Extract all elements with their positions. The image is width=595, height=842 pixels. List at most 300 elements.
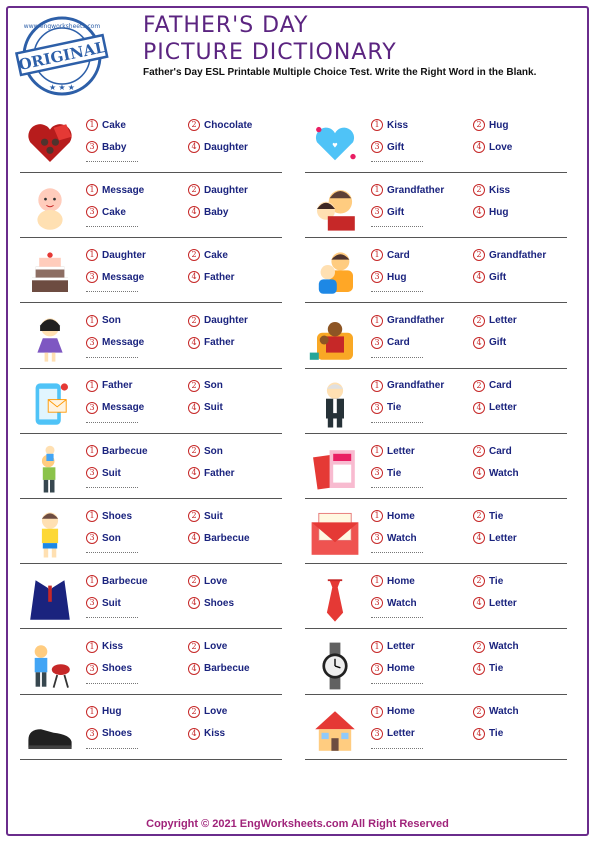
option-number: 1: [86, 575, 98, 587]
option-number: 3: [86, 337, 98, 349]
option-label: Daughter: [204, 315, 248, 327]
father-son-shoulders-icon: [20, 443, 80, 497]
option-label: Watch: [489, 467, 519, 479]
option-label: Gift: [489, 337, 507, 349]
answer-option: [371, 184, 444, 196]
question-item: [305, 439, 567, 499]
answer-option: [473, 641, 519, 653]
answer-option: [371, 575, 415, 587]
option-label: Gift: [387, 141, 405, 153]
option-number: 4: [473, 141, 485, 153]
option-label: Daughter: [204, 184, 248, 196]
answer-blank[interactable]: [86, 748, 138, 749]
stamp-label: ORIGINAL: [16, 38, 108, 74]
option-number: 2: [188, 119, 200, 131]
option-label: Letter: [387, 728, 415, 740]
option-label: Barbecue: [102, 445, 148, 457]
option-number: 3: [86, 206, 98, 218]
option-label: Card: [387, 337, 410, 349]
answer-blank[interactable]: [371, 748, 423, 749]
question-item: [20, 309, 282, 369]
option-number: 3: [371, 467, 383, 479]
option-number: 4: [188, 467, 200, 479]
option-number: 1: [371, 445, 383, 457]
answer-blank[interactable]: [86, 552, 138, 553]
option-number: 3: [86, 532, 98, 544]
option-number: 1: [371, 249, 383, 261]
answer-option: [86, 380, 133, 392]
answer-option: [371, 597, 417, 609]
option-number: 2: [188, 445, 200, 457]
question-item: [305, 504, 567, 564]
option-number: 1: [86, 380, 98, 392]
option-label: Suit: [204, 510, 223, 522]
answer-option: [371, 141, 404, 153]
answer-blank[interactable]: [86, 617, 138, 618]
option-number: 3: [86, 402, 98, 414]
option-number: 4: [473, 663, 485, 675]
option-label: Love: [204, 575, 228, 587]
answer-option: [86, 728, 132, 740]
answer-option: [473, 467, 519, 479]
option-number: 4: [188, 141, 200, 153]
answer-option: [473, 663, 503, 675]
question-item: [305, 113, 567, 173]
option-number: 1: [371, 119, 383, 131]
answer-option: [188, 249, 228, 261]
stamp-ring-text: www.engworksheets.com: [23, 23, 101, 30]
option-label: Letter: [489, 597, 517, 609]
tie-icon: [305, 573, 365, 627]
option-label: Gift: [387, 206, 405, 218]
option-label: Kiss: [204, 728, 226, 740]
option-number: 3: [371, 141, 383, 153]
option-number: 4: [188, 597, 200, 609]
option-label: Shoes: [102, 663, 133, 675]
baby-icon: [20, 182, 80, 236]
option-number: 2: [188, 641, 200, 653]
answer-option: [86, 315, 121, 327]
option-label: Home: [387, 510, 415, 522]
option-label: Watch: [387, 532, 417, 544]
answer-option: [473, 119, 508, 131]
option-label: Father: [204, 467, 235, 479]
answer-option: [86, 445, 148, 457]
option-label: Hug: [489, 206, 509, 218]
option-number: 2: [473, 445, 485, 457]
option-number: 3: [371, 206, 383, 218]
answer-option: [371, 706, 415, 718]
answer-option: [473, 249, 546, 261]
answer-blank[interactable]: [86, 357, 138, 358]
question-item: [20, 439, 282, 499]
question-item: [20, 700, 282, 760]
option-label: Watch: [489, 706, 519, 718]
answer-blank[interactable]: [86, 291, 138, 292]
option-number: 2: [473, 119, 485, 131]
option-number: 1: [86, 510, 98, 522]
answer-option: [473, 728, 503, 740]
option-label: Chocolate: [204, 119, 253, 131]
answer-option: [473, 337, 506, 349]
option-number: 3: [86, 141, 98, 153]
option-label: Suit: [204, 402, 223, 414]
option-number: 3: [371, 271, 383, 283]
option-label: Hug: [387, 271, 407, 283]
option-label: Cake: [102, 119, 126, 131]
answer-option: [371, 445, 415, 457]
option-number: 1: [86, 184, 98, 196]
answer-option: [188, 575, 227, 587]
answer-option: [473, 402, 517, 414]
option-number: 4: [473, 402, 485, 414]
option-number: 2: [473, 184, 485, 196]
option-number: 2: [188, 706, 200, 718]
option-label: Kiss: [387, 119, 409, 131]
answer-option: [188, 337, 235, 349]
answer-option: [86, 206, 126, 218]
answer-option: [86, 119, 126, 131]
answer-option: [188, 728, 225, 740]
answer-option: [371, 532, 417, 544]
option-number: 4: [188, 337, 200, 349]
option-number: 2: [188, 575, 200, 587]
option-number: 3: [86, 728, 98, 740]
question-item: [305, 243, 567, 303]
question-item: [20, 113, 282, 173]
answer-option: [473, 706, 519, 718]
father-kiss-icon: [305, 182, 365, 236]
option-number: 1: [371, 706, 383, 718]
answer-option: [473, 380, 512, 392]
option-label: Son: [204, 445, 223, 457]
question-item: [305, 309, 567, 369]
answer-option: [371, 641, 415, 653]
answer-blank[interactable]: [371, 357, 423, 358]
option-label: Tie: [387, 402, 402, 414]
answer-blank[interactable]: [371, 422, 423, 423]
option-number: 1: [86, 119, 98, 131]
answer-option: [188, 663, 250, 675]
answer-option: [188, 532, 250, 544]
question-item: [305, 700, 567, 760]
answer-blank[interactable]: [371, 487, 423, 488]
answer-blank[interactable]: [371, 617, 423, 618]
option-number: 2: [188, 249, 200, 261]
answer-option: [188, 445, 223, 457]
option-label: Daughter: [102, 249, 146, 261]
option-label: Barbecue: [204, 532, 250, 544]
answer-option: [473, 510, 503, 522]
answer-option: [86, 706, 121, 718]
answer-option: [473, 315, 517, 327]
option-number: 1: [371, 575, 383, 587]
option-label: Daughter: [204, 141, 248, 153]
answer-option: [86, 249, 146, 261]
option-number: 2: [188, 184, 200, 196]
fathers-day-heart-icon: [305, 117, 365, 171]
option-label: Letter: [489, 532, 517, 544]
option-number: 4: [473, 597, 485, 609]
option-number: 2: [473, 315, 485, 327]
question-item: [305, 569, 567, 629]
option-number: 4: [473, 467, 485, 479]
option-number: 3: [86, 663, 98, 675]
option-number: 1: [371, 510, 383, 522]
option-label: Love: [489, 141, 513, 153]
option-number: 3: [371, 728, 383, 740]
option-number: 3: [371, 337, 383, 349]
phone-message-icon: [20, 378, 80, 432]
option-label: Card: [489, 380, 512, 392]
question-item: [20, 178, 282, 238]
answer-blank[interactable]: [86, 487, 138, 488]
answer-option: [188, 271, 235, 283]
answer-option: [188, 141, 248, 153]
answer-option: [86, 337, 144, 349]
option-label: Message: [102, 402, 145, 414]
option-number: 4: [188, 663, 200, 675]
answer-option: [188, 706, 227, 718]
answer-option: [188, 467, 235, 479]
answer-option: [473, 184, 510, 196]
option-number: 2: [473, 249, 485, 261]
option-label: Tie: [489, 728, 504, 740]
answer-option: [473, 271, 506, 283]
answer-option: [86, 575, 148, 587]
answer-option: [188, 597, 234, 609]
option-label: Love: [204, 641, 228, 653]
option-label: Home: [387, 575, 415, 587]
option-label: Letter: [387, 445, 415, 457]
shoes-icon: [20, 704, 80, 758]
option-label: Kiss: [489, 184, 511, 196]
question-item: [305, 374, 567, 434]
answer-blank[interactable]: [86, 422, 138, 423]
option-number: 1: [86, 445, 98, 457]
option-label: Tie: [489, 510, 504, 522]
heart-chocolate-box-icon: [20, 117, 80, 171]
answer-option: [86, 532, 121, 544]
option-number: 4: [473, 728, 485, 740]
option-label: Home: [387, 706, 415, 718]
answer-blank[interactable]: [371, 161, 423, 162]
option-number: 3: [371, 597, 383, 609]
answer-option: [86, 641, 123, 653]
option-label: Love: [204, 706, 228, 718]
page-title-line1: FATHER'S DAY: [143, 13, 309, 38]
boy-icon: [20, 508, 80, 562]
envelope-letter-icon: [305, 508, 365, 562]
svg-text:★ ★ ★: ★ ★ ★: [49, 83, 75, 92]
option-label: Watch: [489, 641, 519, 653]
answer-option: [86, 663, 132, 675]
option-label: Tie: [387, 467, 402, 479]
option-label: Grandfather: [489, 249, 547, 261]
option-number: 4: [188, 728, 200, 740]
option-label: Son: [102, 532, 121, 544]
answer-option: [86, 184, 144, 196]
question-item: [20, 243, 282, 303]
option-label: Barbecue: [204, 663, 250, 675]
page-title-line2: PICTURE DICTIONARY: [143, 40, 397, 65]
answer-option: [371, 315, 444, 327]
option-label: Suit: [102, 597, 121, 609]
answer-option: [371, 337, 410, 349]
answer-option: [86, 141, 126, 153]
option-label: Kiss: [102, 641, 124, 653]
answer-blank[interactable]: [86, 683, 138, 684]
option-number: 1: [86, 641, 98, 653]
option-label: Message: [102, 337, 145, 349]
answer-option: [473, 575, 503, 587]
answer-option: [188, 510, 223, 522]
option-label: Tie: [489, 663, 504, 675]
option-number: 4: [473, 337, 485, 349]
option-number: 1: [371, 315, 383, 327]
answer-option: [86, 597, 121, 609]
option-label: Hug: [102, 706, 122, 718]
family-armchair-icon: [305, 313, 365, 367]
question-item: [305, 178, 567, 238]
answer-option: [371, 271, 406, 283]
answer-option: [188, 206, 228, 218]
option-label: Father: [102, 380, 133, 392]
option-number: 2: [473, 380, 485, 392]
answer-option: [371, 663, 415, 675]
option-label: Baby: [204, 206, 229, 218]
page-subtitle: Father's Day ESL Printable Multiple Choice Test. Write the Right Word in the Blank.: [143, 67, 537, 78]
answer-blank[interactable]: [371, 226, 423, 227]
option-number: 1: [86, 706, 98, 718]
answer-option: [86, 467, 121, 479]
option-number: 2: [188, 315, 200, 327]
option-label: Cake: [102, 206, 126, 218]
option-number: 1: [86, 315, 98, 327]
answer-option: [473, 141, 512, 153]
option-number: 3: [86, 467, 98, 479]
answer-option: [371, 510, 415, 522]
answer-option: [188, 184, 248, 196]
answer-blank[interactable]: [371, 683, 423, 684]
option-label: Baby: [102, 141, 127, 153]
option-number: 1: [371, 380, 383, 392]
option-number: 3: [86, 597, 98, 609]
answer-option: [473, 597, 517, 609]
option-label: Shoes: [102, 728, 133, 740]
option-label: Message: [102, 271, 145, 283]
option-number: 3: [371, 663, 383, 675]
option-label: Father: [204, 337, 235, 349]
option-number: 4: [473, 271, 485, 283]
option-number: 1: [371, 184, 383, 196]
option-label: Father: [204, 271, 235, 283]
option-label: Message: [102, 184, 145, 196]
answer-option: [371, 249, 410, 261]
cake-icon: [20, 247, 80, 301]
option-number: 3: [371, 402, 383, 414]
answer-blank[interactable]: [371, 552, 423, 553]
original-stamp: [12, 14, 112, 98]
option-number: 2: [473, 706, 485, 718]
option-number: 2: [473, 510, 485, 522]
option-label: Letter: [489, 402, 517, 414]
answer-option: [473, 532, 517, 544]
option-number: 1: [371, 641, 383, 653]
option-label: Card: [489, 445, 512, 457]
option-label: Letter: [387, 641, 415, 653]
question-item: [20, 569, 282, 629]
option-label: Suit: [102, 467, 121, 479]
option-label: Home: [387, 663, 415, 675]
answer-blank[interactable]: [86, 226, 138, 227]
answer-option: [371, 380, 444, 392]
answer-blank[interactable]: [86, 161, 138, 162]
answer-option: [188, 315, 248, 327]
answer-option: [371, 402, 401, 414]
answer-option: [371, 467, 401, 479]
question-item: [20, 374, 282, 434]
answer-option: [188, 119, 252, 131]
answer-blank[interactable]: [371, 291, 423, 292]
option-number: 3: [86, 271, 98, 283]
option-label: Cake: [204, 249, 228, 261]
option-number: 2: [188, 380, 200, 392]
greeting-card-icon: [305, 443, 365, 497]
answer-option: [188, 402, 223, 414]
option-number: 2: [473, 575, 485, 587]
answer-option: [86, 271, 144, 283]
answer-option: [371, 206, 404, 218]
option-label: Son: [102, 315, 121, 327]
option-number: 4: [188, 402, 200, 414]
option-label: Son: [204, 380, 223, 392]
girl-icon: [20, 313, 80, 367]
question-item: [20, 504, 282, 564]
option-number: 4: [473, 532, 485, 544]
option-number: 2: [473, 641, 485, 653]
option-number: 4: [473, 206, 485, 218]
answer-option: [86, 402, 144, 414]
hug-icon: [305, 247, 365, 301]
option-number: 4: [188, 271, 200, 283]
option-label: Watch: [387, 597, 417, 609]
copyright-footer: Copyright © 2021 EngWorksheets.com All Right Reserved: [146, 818, 449, 830]
grandfather-icon: [305, 378, 365, 432]
option-label: Card: [387, 249, 410, 261]
house-icon: [305, 704, 365, 758]
answer-option: [371, 119, 408, 131]
option-number: 4: [188, 532, 200, 544]
option-label: Barbecue: [102, 575, 148, 587]
option-label: Shoes: [102, 510, 133, 522]
answer-option: [473, 445, 512, 457]
option-label: Grandfather: [387, 315, 445, 327]
option-label: Letter: [489, 315, 517, 327]
suit-icon: [20, 573, 80, 627]
option-number: 3: [371, 532, 383, 544]
answer-option: [188, 641, 227, 653]
answer-option: [371, 728, 415, 740]
option-label: Grandfather: [387, 380, 445, 392]
question-item: [20, 635, 282, 695]
answer-option: [188, 380, 223, 392]
watch-icon: [305, 639, 365, 693]
barbecue-man-icon: [20, 639, 80, 693]
option-label: Gift: [489, 271, 507, 283]
svg-text:♥: ♥: [332, 142, 338, 150]
option-number: 1: [86, 249, 98, 261]
